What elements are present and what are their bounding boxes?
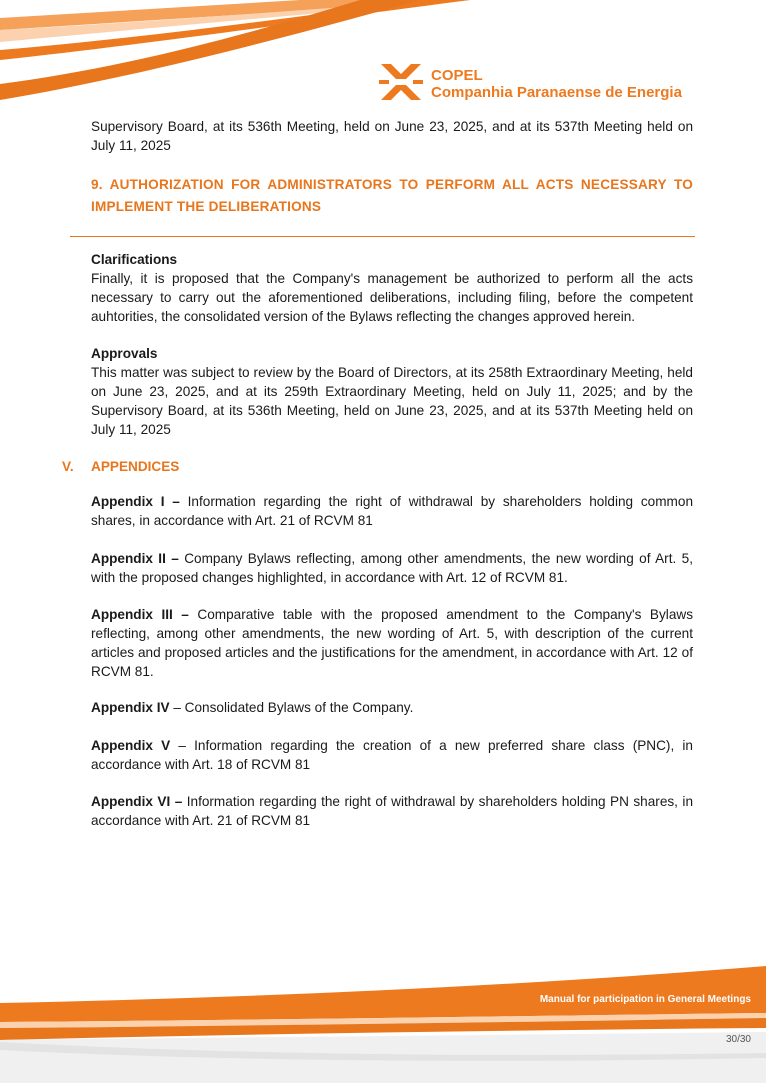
brand-name: COPEL xyxy=(431,67,483,84)
appendix-label: Appendix I – xyxy=(91,494,180,509)
footer-title: Manual for participation in General Meetings xyxy=(539,994,751,1005)
clarifications-title: Clarifications xyxy=(91,252,178,267)
page-number: 30/30 xyxy=(725,1034,751,1045)
appendix-item xyxy=(91,736,693,774)
appendix-item xyxy=(91,698,693,717)
appendix-item xyxy=(91,549,693,587)
appendix-item xyxy=(91,605,693,681)
appendix-item xyxy=(91,792,693,830)
appendix-label: Appendix VI – xyxy=(91,794,183,809)
clarifications-text: Finally, it is proposed that the Company's management be authorized to perform all the acts necessary to carry out the aforementioned deliberations, including filing, before the competent auhtorities, the consolidated version of the Bylaws reflecting the changes approved herein. xyxy=(91,271,693,324)
footer-swoosh xyxy=(0,958,766,1083)
appendix-text: Information regarding the right of withdrawal by shareholders holding PN shares, in accordance with Art. 21 of RCVM 81 xyxy=(91,794,693,828)
company-name: Companhia Paranaense de Energia xyxy=(431,84,682,101)
appendix-text: – Information regarding the creation of a new preferred share class (PNC), in accordance with Art. 18 of RCVM 81 xyxy=(91,738,693,772)
copel-logo-icon xyxy=(379,62,423,102)
appendix-label: Appendix III – xyxy=(91,607,189,622)
appendix-item xyxy=(91,492,693,530)
appendices-title: APPENDICES xyxy=(91,459,180,474)
section-numeral: V. xyxy=(62,459,74,474)
company-logo-text xyxy=(431,67,682,101)
appendix-label: Appendix V xyxy=(91,738,171,753)
approvals-text: This matter was subject to review by the Board of Directors, at its 258th Extraordinary Meeting, held on June 23, 2025, and at its 259th Extraordinary Meeting, held on July 11, 2025; and by the Supervisory Board, at its 536th Meeting, held on June 23, 2025, and at its 537th Meeting held on July 11, 2025 xyxy=(91,365,693,437)
appendix-label: Appendix II – xyxy=(91,551,179,566)
section-heading: 9. AUTHORIZATION FOR ADMINISTRATORS TO PERFORM ALL ACTS NECESSARY TO IMPLEMENT THE DELIBERATIONS xyxy=(91,177,693,214)
section-divider xyxy=(70,236,695,237)
approvals-title: Approvals xyxy=(91,346,158,361)
appendix-text: Comparative table with the proposed amendment to the Company's Bylaws reflecting, among other amendments, the new wording of Art. 5, with description of the current articles and proposed articles and the justifications for the amendment, in accordance with Art. 12 of RCVM 81. xyxy=(91,607,693,679)
appendix-label: Appendix IV xyxy=(91,700,170,715)
intro-paragraph: Supervisory Board, at its 536th Meeting, held on June 23, 2025, and at its 537th Meeting held on July 11, 2025 xyxy=(91,119,693,153)
appendix-text: – Consolidated Bylaws of the Company. xyxy=(169,700,414,715)
appendix-text: Company Bylaws reflecting, among other amendments, the new wording of Art. 5, with the proposed changes highlighted, in accordance with Art. 12 of RCVM 81. xyxy=(91,551,693,585)
appendix-text: Information regarding the right of withdrawal by shareholders holding common shares, in accordance with Art. 21 of RCVM 81 xyxy=(91,494,694,528)
